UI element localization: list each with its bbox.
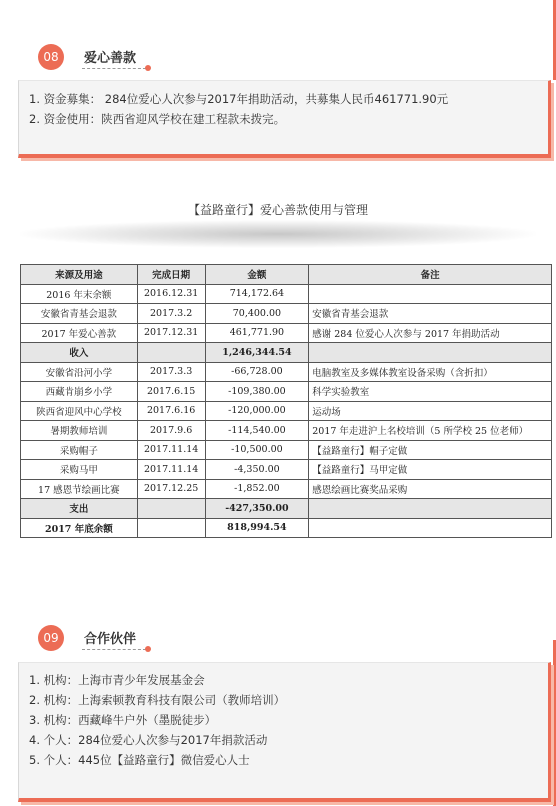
table-row	[21, 323, 552, 343]
cell-note: 安徽省青基会退款	[309, 304, 552, 324]
cell-source: 西藏肯崩乡小学	[21, 382, 138, 402]
cell-note: 科学实验教室	[309, 382, 552, 402]
cell-note: 【益路童行】马甲定做	[309, 460, 552, 480]
column-header: 备注	[309, 265, 552, 285]
title-dot-icon	[145, 65, 151, 71]
cell-note: 2017 年走进沪上名校培训（5 所学校 25 位老师）	[309, 421, 552, 441]
cell-date: 2017.6.15	[137, 382, 205, 402]
cell-note: 【益路童行】帽子定做	[309, 440, 552, 460]
table-row	[21, 440, 552, 460]
table-title: 【益路童行】爱心善款使用与管理	[187, 203, 368, 217]
cell-amount: -427,350.00	[205, 499, 309, 519]
title-underline	[82, 649, 146, 650]
cell-source: 收入	[21, 343, 138, 363]
cell-note: 感谢 284 位爱心人次参与 2017 年捐助活动	[309, 323, 552, 343]
finance-table	[20, 264, 552, 538]
cell-date	[137, 518, 205, 538]
cell-note	[309, 499, 552, 519]
cell-source: 支出	[21, 499, 138, 519]
table-row	[21, 284, 552, 304]
section-title: 爱心善款	[84, 51, 137, 66]
column-header: 完成日期	[137, 265, 205, 285]
cell-date: 2017.3.2	[137, 304, 205, 324]
cell-date	[137, 499, 205, 519]
cell-note: 电脑教室及多媒体教室设备采购（含折扣）	[309, 362, 552, 382]
cell-date: 2017.12.31	[137, 323, 205, 343]
cell-source: 2017 年底余额	[21, 518, 138, 538]
title-underline	[82, 68, 146, 69]
cell-amount: -109,380.00	[205, 382, 309, 402]
decorative-shadow-divider	[20, 220, 536, 248]
cell-date: 2017.3.3	[137, 362, 205, 382]
table-row	[21, 304, 552, 324]
cell-source: 2017 年爱心善款	[21, 323, 138, 343]
partners-box	[18, 662, 551, 802]
cell-note: 运动场	[309, 401, 552, 421]
cell-source: 暑期教师培训	[21, 421, 138, 441]
cell-source: 陕西省迎风中心学校	[21, 401, 138, 421]
cell-amount: 1,246,344.54	[205, 343, 309, 363]
cell-note: 感恩绘画比赛奖品采购	[309, 479, 552, 499]
cell-amount: 461,771.90	[205, 323, 309, 343]
column-header: 金额	[205, 265, 309, 285]
partner-line: 5. 个人：445位【益路童行】微信爱心人士	[29, 753, 250, 767]
summary-line: 1. 资金募集： 284位爱心人次参与2017年捐助活动，共募集人民币461771.90元	[29, 92, 449, 106]
cell-amount: 818,994.54	[205, 518, 309, 538]
table-row	[21, 343, 552, 363]
donation-summary-box	[18, 80, 551, 158]
table-row	[21, 421, 552, 441]
partner-line: 3. 机构：西藏峰牛户外（墨脱徒步）	[29, 713, 217, 727]
table-row	[21, 401, 552, 421]
cell-amount: 714,172.64	[205, 284, 309, 304]
table-row	[21, 362, 552, 382]
cell-source: 2016 年末余额	[21, 284, 138, 304]
cell-amount: -1,852.00	[205, 479, 309, 499]
section-number-badge: 08	[38, 44, 64, 70]
cell-date: 2017.6.16	[137, 401, 205, 421]
table-row	[21, 382, 552, 402]
table-row	[21, 518, 552, 538]
cell-date: 2016.12.31	[137, 284, 205, 304]
cell-amount: 70,400.00	[205, 304, 309, 324]
cell-amount: -120,000.00	[205, 401, 309, 421]
cell-date: 2017.11.14	[137, 440, 205, 460]
cell-date	[137, 343, 205, 363]
cell-date: 2017.11.14	[137, 460, 205, 480]
table-row	[21, 479, 552, 499]
cell-amount: -66,728.00	[205, 362, 309, 382]
partner-line: 4. 个人：284位爱心人次参与2017年捐款活动	[29, 733, 268, 747]
cell-note	[309, 284, 552, 304]
section-number-badge: 09	[38, 625, 64, 651]
table-row	[21, 499, 552, 519]
title-dot-icon	[145, 646, 151, 652]
cell-note	[309, 518, 552, 538]
partner-line: 1. 机构：上海市青少年发展基金会	[29, 673, 205, 687]
cell-source: 安徽省沿河小学	[21, 362, 138, 382]
cell-source: 采购帽子	[21, 440, 138, 460]
cell-note	[309, 343, 552, 363]
column-header: 来源及用途	[21, 265, 138, 285]
table-row	[21, 460, 552, 480]
summary-line: 2. 资金使用：陕西省迎风学校在建工程款未拨完。	[29, 112, 286, 126]
table-body	[21, 284, 552, 538]
cell-source: 采购马甲	[21, 460, 138, 480]
section-title: 合作伙伴	[84, 632, 137, 647]
cell-date: 2017.9.6	[137, 421, 205, 441]
cell-source: 安徽省青基会退款	[21, 304, 138, 324]
cell-amount: -114,540.00	[205, 421, 309, 441]
cell-amount: -10,500.00	[205, 440, 309, 460]
partner-line: 2. 机构：上海索顿教育科技有限公司（教师培训）	[29, 693, 286, 707]
cell-date: 2017.12.25	[137, 479, 205, 499]
cell-source: 17 感恩节绘画比赛	[21, 479, 138, 499]
cell-amount: -4,350.00	[205, 460, 309, 480]
table-header-row	[21, 265, 552, 285]
